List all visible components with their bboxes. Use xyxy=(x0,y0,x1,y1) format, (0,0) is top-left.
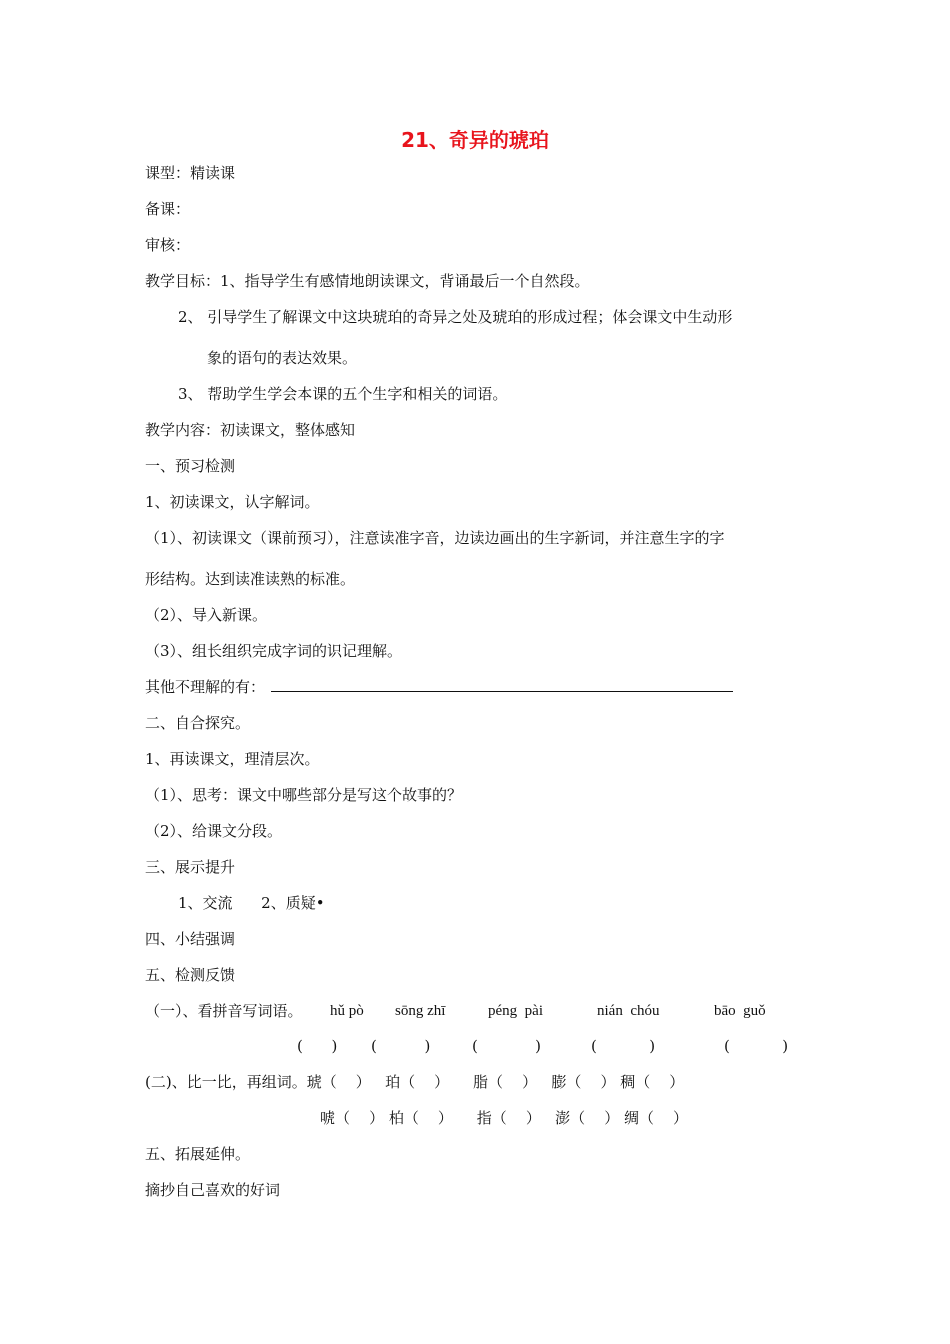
prepare-line: 备课： xyxy=(145,200,191,218)
answer-blank-4[interactable]: ( ) xyxy=(591,1037,656,1055)
section-2-item-1-2: （2）、给课文分段。 xyxy=(145,822,283,840)
section-1-item-1: 1、初读课文，认字解词。 xyxy=(145,493,320,511)
pinyin-2: sōng zhī xyxy=(395,1003,446,1019)
exercise-2-label: (二)、比一比，再组词。 xyxy=(145,1073,307,1091)
section-2-item-1: 1、再读课文，理清层次。 xyxy=(145,750,320,768)
pinyin-5: bāo guǒ xyxy=(714,1003,766,1019)
section-4-heading: 四、小结强调 xyxy=(145,930,236,948)
course-type: 课型：精读课 xyxy=(145,164,236,182)
exercise-2-row-1 xyxy=(145,1071,684,1093)
answer-blank-5[interactable]: ( ) xyxy=(724,1037,789,1055)
section-1-item-1-1-continued: 形结构。达到读准读熟的标准。 xyxy=(145,570,356,588)
fill-in-blank[interactable] xyxy=(271,676,733,692)
other-questions-line xyxy=(145,676,733,698)
section-1-heading: 一、预习检测 xyxy=(145,457,236,475)
section-6-item: 摘抄自己喜欢的好词 xyxy=(145,1181,281,1199)
pinyin-3: péng pài xyxy=(488,1003,543,1019)
section-1-item-1-3: （3）、组长组织完成字词的识记理解。 xyxy=(145,642,403,660)
exercise-1-label: （一）、看拼音写词语。 xyxy=(145,1002,303,1020)
section-2-heading: 二、自合探究。 xyxy=(145,714,251,732)
pinyin-1: hǔ pò xyxy=(330,1003,364,1019)
section-6-heading: 五、拓展延伸。 xyxy=(145,1145,251,1163)
pinyin-4: nián chóu xyxy=(597,1003,660,1019)
goal-3: 3、 帮助学生学会本课的五个生字和相关的词语。 xyxy=(178,385,508,403)
section-1-item-1-2: （2）、导入新课。 xyxy=(145,606,268,624)
section-5-heading: 五、检测反馈 xyxy=(145,966,236,984)
answer-blank-3[interactable]: ( ) xyxy=(472,1037,541,1055)
goal-1: 教学目标：1、指导学生有感情地朗读课文，背诵最后一个自然段。 xyxy=(145,272,590,290)
exercise-2-chars-row-1: 琥（ ） 珀（ ） 脂（ ） 膨（ ） 稠（ ） xyxy=(306,1073,685,1091)
other-questions-label: 其他不理解的有： xyxy=(145,678,266,696)
section-3-heading: 三、展示提升 xyxy=(145,858,236,876)
exercise-2-row-2: 唬（ ） 柏（ ） 指（ ） 澎（ ） 绸（ ） xyxy=(320,1109,689,1127)
review-line: 审核： xyxy=(145,236,191,254)
answer-blank-2[interactable]: ( ) xyxy=(371,1037,431,1055)
section-2-item-1-1: （1）、思考：课文中哪些部分是写这个故事的？ xyxy=(145,786,463,804)
answer-blank-1[interactable]: ( ) xyxy=(297,1037,338,1055)
teaching-content: 教学内容：初读课文，整体感知 xyxy=(145,421,356,439)
section-1-item-1-1: （1）、初读课文（课前预习），注意读准字音，边读边画出的生字新词，并注意生字的字 xyxy=(145,529,725,547)
goal-2: 2、 引导学生了解课文中这块琥珀的奇异之处及琥珀的形成过程；体会课文中生动形 xyxy=(178,308,733,326)
goal-2-continued: 象的语句的表达效果。 xyxy=(207,349,358,367)
page-title: 21、奇异的琥珀 xyxy=(401,128,549,152)
section-3-items: 1、交流 2、质疑• xyxy=(178,894,325,912)
